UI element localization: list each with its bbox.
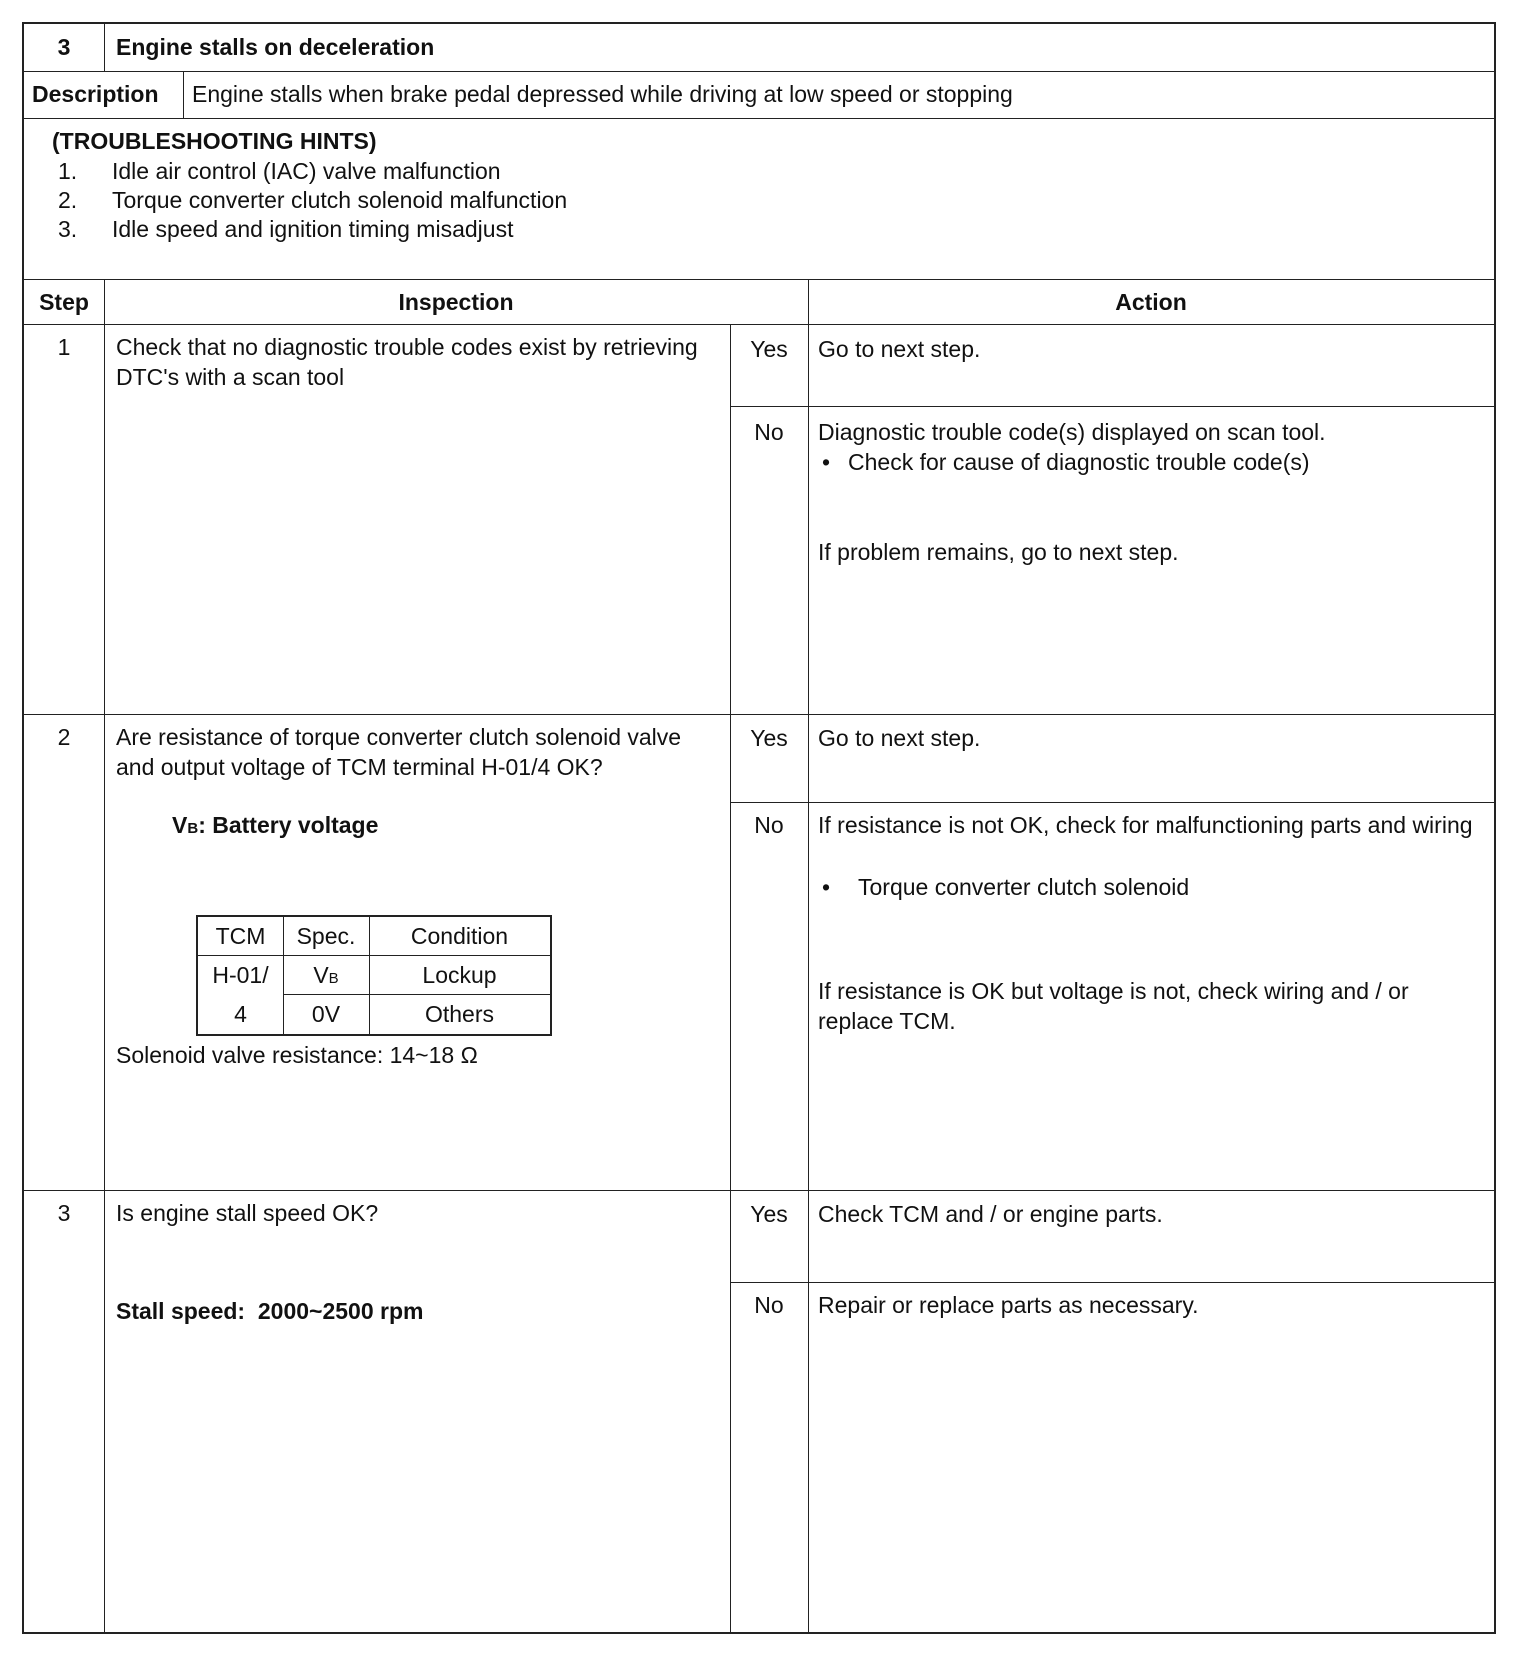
hints-title: (TROUBLESHOOTING HINTS): [52, 128, 377, 154]
spec-value-lockup: VB: [313, 962, 339, 988]
solenoid-resistance: Solenoid valve resistance: 14~18 Ω: [116, 1042, 478, 1068]
stall-speed-spec: Stall speed: 2000~2500 rpm: [116, 1298, 424, 1324]
rule-step1-yes-bottom: [730, 406, 1494, 407]
yes-label: Yes: [750, 1201, 788, 1227]
spec-header-spec: Spec.: [296, 923, 356, 949]
column-header-step: Step: [39, 289, 89, 315]
step-inspection: Check that no diagnostic trouble codes exist by retrieving DTC's with a scan tool: [116, 334, 698, 390]
hint-text: Torque converter clutch solenoid malfunction: [112, 187, 568, 213]
yes-label: Yes: [750, 725, 788, 751]
rule-step1-bottom: [24, 714, 1494, 715]
hint-number: 2.: [58, 187, 78, 213]
step-number: 2: [57, 724, 71, 750]
rule-header-number-divider: [104, 24, 105, 71]
spec-row-divider: [198, 955, 550, 956]
no-label: No: [754, 1292, 784, 1318]
no-action-bullet: Torque converter clutch solenoid: [858, 874, 1190, 900]
rule-description-bottom: [24, 118, 1494, 119]
bullet-icon: •: [822, 449, 831, 475]
no-action: Repair or replace parts as necessary.: [818, 1292, 1199, 1318]
rule-header-bottom: [24, 71, 1494, 72]
hint-text: Idle speed and ignition timing misadjust: [112, 216, 514, 242]
no-label: No: [754, 812, 784, 838]
step-number: 3: [57, 1200, 71, 1226]
spec-condition-lockup: Lockup: [422, 962, 497, 988]
spec-value-others: 0V: [311, 1001, 341, 1027]
rule-hints-bottom: [24, 279, 1494, 280]
rule-yesno-column: [730, 324, 731, 1632]
no-action-bullet: Check for cause of diagnostic trouble code(s): [848, 449, 1310, 475]
rule-step2-bottom: [24, 1190, 1494, 1191]
spec-condition-others: Others: [424, 1001, 495, 1027]
spec-terminal-pin: 4: [234, 1001, 247, 1027]
yes-label: Yes: [750, 336, 788, 362]
rule-step-column: [104, 279, 105, 1632]
troubleshooting-sheet: [22, 22, 1496, 1634]
battery-voltage-note: VB: Battery voltage: [172, 812, 379, 838]
bullet-icon: •: [822, 874, 831, 900]
step-inspection: Are resistance of torque converter clutch solenoid valve and output voltage of TCM terminal H-01/4 OK?: [116, 724, 682, 780]
spec-header-condition: Condition: [410, 923, 509, 949]
spec-row-divider: [283, 994, 550, 995]
spec-terminal: H-01/: [212, 962, 269, 988]
step-inspection: Is engine stall speed OK?: [116, 1200, 379, 1226]
yes-action: Go to next step.: [818, 725, 981, 751]
no-action-followup: If resistance is OK but voltage is not, check wiring and / or replace TCM.: [818, 978, 1409, 1034]
description-text: Engine stalls when brake pedal depressed while driving at low speed or stopping: [192, 81, 1013, 107]
no-label: No: [754, 419, 784, 445]
no-action-followup: If problem remains, go to next step.: [818, 539, 1179, 565]
rule-description-divider: [183, 71, 184, 118]
spec-header-tcm: TCM: [215, 923, 266, 949]
no-action: If resistance is not OK, check for malfunctioning parts and wiring: [818, 812, 1473, 838]
rule-action-column: [808, 279, 809, 1632]
tcm-spec-table: [196, 915, 552, 1036]
hint-number: 3.: [58, 216, 78, 242]
rule-step3-yes-bottom: [730, 1282, 1494, 1283]
yes-action: Check TCM and / or engine parts.: [818, 1201, 1163, 1227]
problem-title: Engine stalls on deceleration: [116, 34, 435, 60]
description-label: Description: [32, 81, 159, 107]
column-header-action: Action: [1115, 289, 1187, 315]
rule-columns-bottom: [24, 324, 1494, 325]
hint-number: 1.: [58, 158, 78, 184]
no-action: Diagnostic trouble code(s) displayed on scan tool.: [818, 419, 1326, 445]
step-number: 1: [57, 334, 71, 360]
rule-step2-yes-bottom: [730, 802, 1494, 803]
yes-action: Go to next step.: [818, 336, 981, 362]
hint-text: Idle air control (IAC) valve malfunction: [112, 158, 501, 184]
problem-number: 3: [57, 34, 71, 60]
column-header-inspection: Inspection: [398, 289, 514, 315]
